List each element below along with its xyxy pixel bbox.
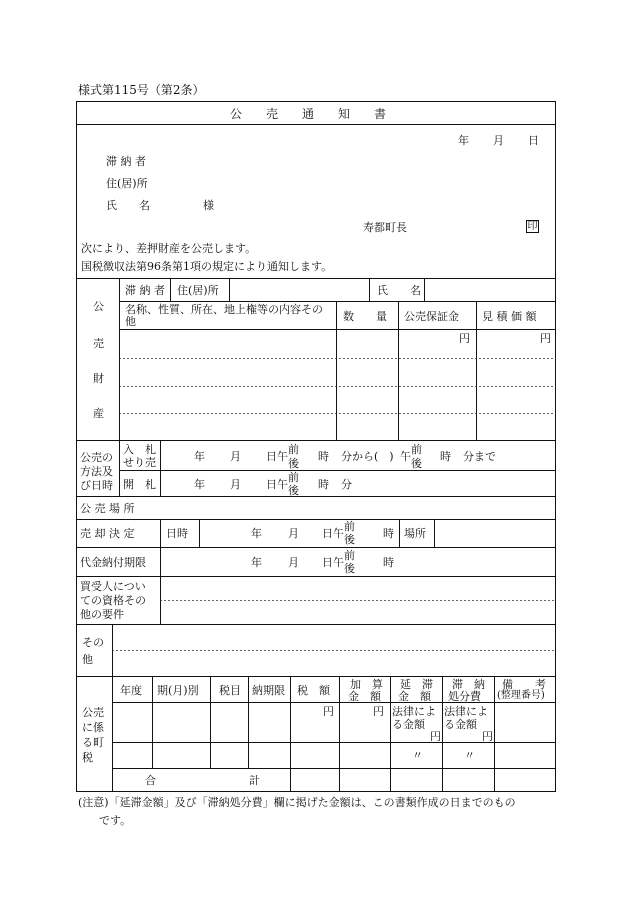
tax-late-header-line-1: 延 滞 bbox=[400, 678, 433, 691]
sale-hour-label: 時 bbox=[383, 527, 394, 540]
buyer-req-line-1: 買受人につい bbox=[80, 580, 146, 593]
tax-side-line-2: に係 bbox=[82, 721, 104, 734]
payment-hour-label: 時 bbox=[383, 556, 394, 569]
open-day-label: 日 bbox=[266, 478, 277, 491]
open-after-label: 後 bbox=[288, 484, 299, 497]
bid-label-line-1: 入 札 bbox=[123, 443, 156, 456]
intro-line-1: 次により、差押財産を公売します。 bbox=[81, 242, 257, 255]
tax-side-line-3: る町 bbox=[82, 736, 104, 749]
method-label-line-1: 公売の bbox=[80, 451, 113, 464]
bid-hour-label: 時 bbox=[318, 450, 329, 463]
tax-remarks-header-line-1: 備 考 bbox=[502, 678, 546, 691]
property-side-char-1: 公 bbox=[93, 300, 104, 313]
property-name-label: 氏 名 bbox=[377, 284, 421, 297]
payment-am-label: 午 bbox=[333, 556, 344, 569]
issuer-name: 寿都町長 bbox=[363, 221, 407, 234]
recipient-address-label: 住(居)所 bbox=[106, 177, 148, 190]
bid-end-after-label: 後 bbox=[411, 457, 422, 470]
bid-end-before-label: 前 bbox=[411, 443, 422, 456]
tax-item-header: 税目 bbox=[219, 684, 241, 697]
bid-month-label: 月 bbox=[230, 450, 241, 463]
tax-add-yen-unit: 円 bbox=[373, 705, 384, 718]
quantity-header: 数 量 bbox=[343, 310, 387, 323]
date-month-label: 月 bbox=[493, 134, 504, 147]
estimate-yen-unit: 円 bbox=[540, 332, 551, 345]
late-legal-line-2: る金額 bbox=[392, 718, 425, 731]
sale-month-label: 月 bbox=[288, 527, 299, 540]
sale-before-label: 前 bbox=[344, 520, 355, 533]
tax-remarks-header-line-2: (整理番号) bbox=[497, 690, 545, 701]
bid-label-line-2: せり売 bbox=[123, 456, 156, 469]
tax-side-line-4: 税 bbox=[82, 751, 93, 764]
property-side-char-2: 売 bbox=[93, 337, 104, 350]
sale-place-label: 公 売 場 所 bbox=[80, 502, 135, 515]
fee-ditto-mark: 〃 bbox=[464, 749, 475, 762]
tax-total-label-left: 合 bbox=[145, 774, 156, 787]
open-month-label: 月 bbox=[230, 478, 241, 491]
tax-late-header-line-2: 金 額 bbox=[398, 690, 431, 703]
bid-before-label: 前 bbox=[288, 443, 299, 456]
buyer-req-line-3: 他の要件 bbox=[80, 608, 124, 621]
payment-year-label: 年 bbox=[251, 556, 262, 569]
method-label-line-3: び日時 bbox=[80, 479, 113, 492]
date-year-label: 年 bbox=[458, 134, 469, 147]
property-address-label: 住(居)所 bbox=[177, 284, 219, 297]
tax-amount-yen-unit: 円 bbox=[323, 705, 334, 718]
fee-yen-unit: 円 bbox=[482, 730, 493, 743]
open-bid-label: 開 札 bbox=[123, 478, 156, 491]
property-description-header: 名称、性質、所在、地上権等の内容その他 bbox=[125, 303, 323, 328]
tax-add-header-line-1: 加 算 bbox=[350, 678, 383, 691]
payment-deadline-label: 代金納付期限 bbox=[80, 556, 146, 569]
open-hour-label: 時 bbox=[318, 478, 329, 491]
fee-legal-line-2: る金額 bbox=[444, 718, 477, 731]
bid-year-label: 年 bbox=[194, 450, 205, 463]
late-legal-line-1: 法律によ bbox=[392, 705, 436, 718]
payment-before-label: 前 bbox=[344, 549, 355, 562]
sale-datetime-label: 日時 bbox=[166, 527, 188, 540]
open-year-label: 年 bbox=[194, 478, 205, 491]
payment-after-label: 後 bbox=[344, 562, 355, 575]
tax-period-header: 期(月)別 bbox=[157, 684, 199, 697]
other-label-line-2: 他 bbox=[82, 653, 93, 666]
tax-amount-header: 税 額 bbox=[297, 684, 330, 697]
tax-year-header: 年度 bbox=[120, 684, 142, 697]
recipient-delinquent-label: 滞 納 者 bbox=[106, 155, 146, 168]
tax-fee-header-line-1: 滞 納 bbox=[452, 678, 485, 691]
sale-am-label: 午 bbox=[333, 527, 344, 540]
bid-until-label: 分まで bbox=[463, 450, 496, 463]
open-minute-label: 分 bbox=[341, 478, 352, 491]
bid-day-label: 日 bbox=[266, 450, 277, 463]
payment-day-label: 日 bbox=[322, 556, 333, 569]
date-day-label: 日 bbox=[528, 134, 539, 147]
tax-total-label-right: 計 bbox=[249, 774, 260, 787]
note-line-2: です。 bbox=[99, 814, 132, 827]
method-label-line-2: 方法及 bbox=[80, 465, 113, 478]
sale-after-label: 後 bbox=[344, 533, 355, 546]
bid-end-am-label: 午 bbox=[400, 450, 411, 463]
form-title: 公 売 通 知 書 bbox=[230, 107, 387, 121]
tax-fee-header-line-2: 処分費 bbox=[448, 690, 481, 703]
tax-add-header-line-2: 金 額 bbox=[348, 690, 381, 703]
late-yen-unit: 円 bbox=[430, 730, 441, 743]
recipient-name-label: 氏 名 bbox=[106, 199, 150, 212]
buyer-req-line-2: ての資格その bbox=[80, 594, 146, 607]
deposit-header: 公売保証金 bbox=[404, 310, 459, 323]
tax-side-line-1: 公売 bbox=[82, 706, 104, 719]
property-side-char-3: 財 bbox=[93, 372, 104, 385]
property-side-char-4: 産 bbox=[93, 407, 104, 420]
bid-from-label: 分から( ) bbox=[341, 450, 394, 463]
sale-decision-label: 売 却 決 定 bbox=[80, 527, 135, 540]
bid-end-hour-label: 時 bbox=[440, 450, 451, 463]
sale-place-sub-label: 場所 bbox=[404, 527, 426, 540]
fee-legal-line-1: 法律によ bbox=[444, 705, 488, 718]
estimate-header: 見 積 価 額 bbox=[482, 310, 537, 323]
form-number: 様式第115号（第2条） bbox=[78, 83, 205, 97]
intro-line-2: 国税徴収法第96条第1項の規定により通知します。 bbox=[81, 260, 333, 273]
open-before-label: 前 bbox=[288, 471, 299, 484]
other-label-line-1: その bbox=[82, 636, 104, 649]
late-ditto-mark: 〃 bbox=[412, 749, 423, 762]
sale-day-label: 日 bbox=[322, 527, 333, 540]
bid-am-label: 午 bbox=[277, 450, 288, 463]
open-am-label: 午 bbox=[277, 478, 288, 491]
bid-after-label: 後 bbox=[288, 457, 299, 470]
seal-mark: 印 bbox=[527, 221, 538, 232]
recipient-honorific: 様 bbox=[203, 199, 214, 212]
payment-month-label: 月 bbox=[288, 556, 299, 569]
note-line-1: (注意)「延滞金額」及び「滞納処分費」欄に掲げた金額は、この書類作成の日までのもの bbox=[78, 796, 516, 809]
tax-deadline-header: 納期限 bbox=[252, 684, 285, 697]
property-delinquent-label: 滞 納 者 bbox=[125, 284, 165, 297]
sale-year-label: 年 bbox=[251, 527, 262, 540]
deposit-yen-unit: 円 bbox=[459, 332, 470, 345]
